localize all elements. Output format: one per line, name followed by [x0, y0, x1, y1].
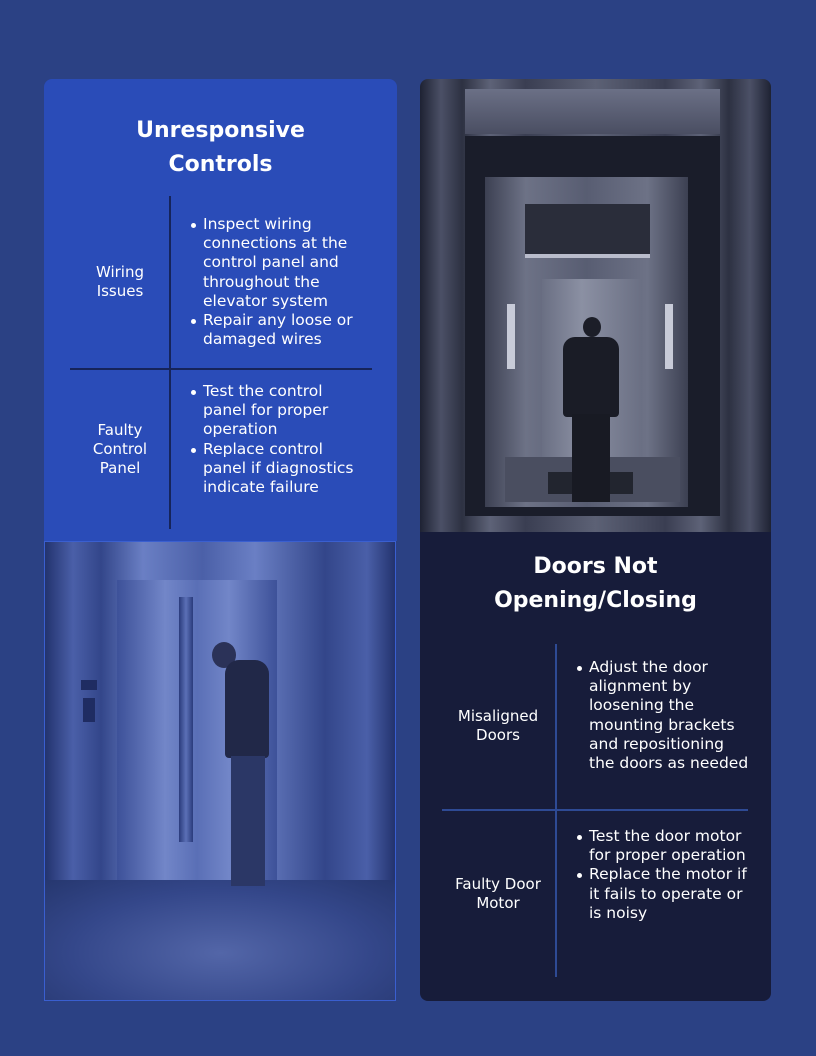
fix-list-control-panel — [189, 382, 369, 497]
label-line: Misaligned — [457, 707, 539, 725]
photo-detail — [179, 597, 193, 842]
photo-detail — [231, 756, 265, 886]
photo-detail — [563, 337, 619, 417]
title-line: Unresponsive — [136, 118, 305, 143]
label-line: Motor — [476, 894, 520, 912]
unresponsive-controls-card — [44, 79, 397, 541]
fix-item: Adjust the door alignment by loosening the mounting brackets and repositioning the doors as needed — [575, 658, 750, 773]
label-line: Doors — [476, 726, 520, 744]
fix-item: Test the door motor for proper operation — [575, 827, 750, 865]
photo-detail — [225, 660, 269, 758]
issue-label-faulty-control-panel — [64, 421, 176, 478]
fix-item: Replace control panel if diagnostics indicate failure — [189, 440, 369, 498]
elevator-photo-man-in-hat — [420, 79, 771, 532]
fix-list-misaligned-doors — [575, 658, 750, 773]
section-title — [420, 550, 771, 618]
photo-detail — [83, 698, 95, 722]
photo-detail — [665, 304, 673, 369]
row-divider — [70, 368, 372, 370]
label-line: Faulty Door — [455, 875, 541, 893]
section-title — [44, 114, 397, 182]
title-line: Doors Not — [533, 554, 658, 579]
elevator-photo-man-with-phone — [44, 541, 396, 1001]
label-line: Panel — [99, 459, 141, 477]
issue-label-wiring — [64, 263, 176, 301]
photo-detail — [81, 680, 97, 690]
issue-label-faulty-door-motor — [438, 875, 558, 913]
issue-label-misaligned-doors — [438, 707, 558, 745]
label-line: Faulty — [97, 421, 143, 439]
fix-list-door-motor — [575, 827, 750, 923]
photo-detail — [465, 89, 720, 134]
photo-detail — [583, 317, 601, 337]
fix-item: Inspect wiring connections at the control panel and throughout the elevator system — [189, 215, 369, 311]
fix-list-wiring — [189, 215, 369, 349]
label-line: Issues — [96, 282, 144, 300]
photo-detail — [525, 204, 650, 258]
title-line: Opening/Closing — [494, 588, 697, 613]
label-line: Wiring — [95, 263, 145, 281]
fix-item: Test the control panel for proper operation — [189, 382, 369, 440]
doors-not-opening-closing-card — [420, 532, 771, 1001]
photo-detail — [572, 414, 610, 502]
fix-item: Repair any loose or damaged wires — [189, 311, 369, 349]
photo-detail — [507, 304, 515, 369]
row-divider — [442, 809, 748, 811]
photo-detail — [45, 880, 396, 1001]
label-line: Control — [92, 440, 148, 458]
fix-item: Replace the motor if it fails to operate or is noisy — [575, 865, 750, 923]
title-line: Controls — [168, 152, 273, 177]
column-divider — [169, 196, 171, 529]
